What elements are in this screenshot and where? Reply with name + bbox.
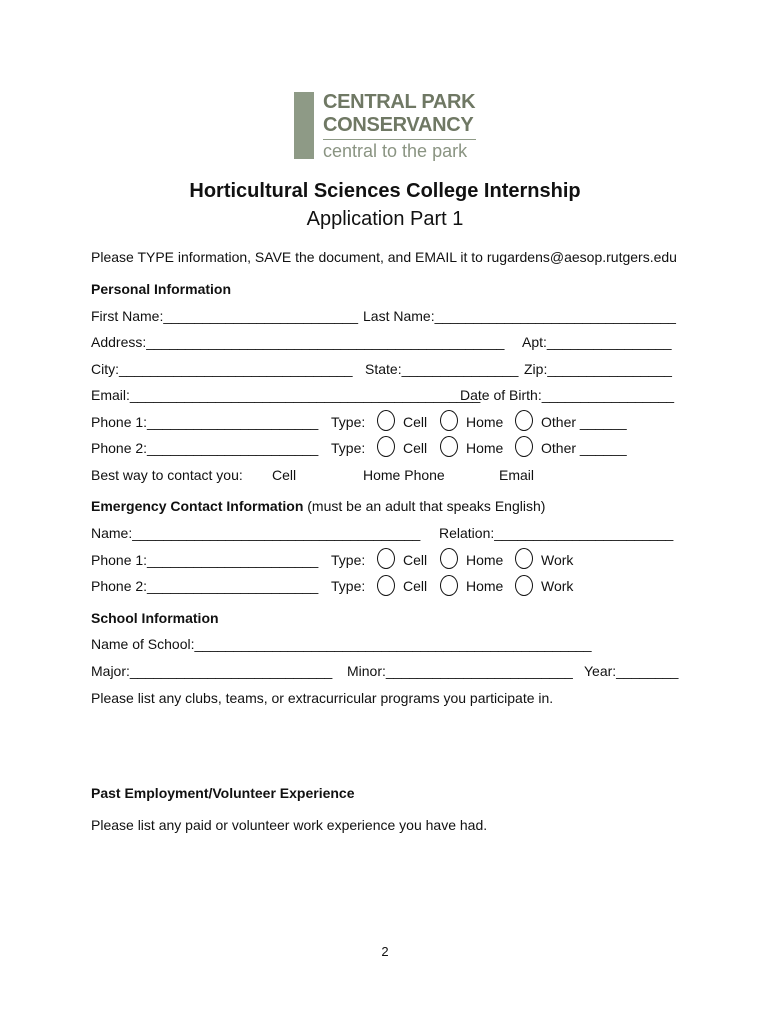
- document-title: Horticultural Sciences College Internship: [189, 180, 581, 202]
- emergency-phone1-home-label: Home: [466, 552, 504, 568]
- emergency-phone2-work-label: Work: [541, 578, 574, 594]
- first-name-field[interactable]: First Name:_________________________: [91, 308, 358, 324]
- school-heading: School Information: [91, 610, 219, 626]
- emergency-phone1-cell-radio[interactable]: [377, 548, 395, 569]
- instructions: Please TYPE information, SAVE the document, and EMAIL it to rugardens@aesop.rutgers.edu: [91, 249, 677, 265]
- emergency-phone2-field[interactable]: Phone 2:______________________: [91, 578, 319, 594]
- emergency-heading-line: [91, 497, 545, 515]
- last-name-field[interactable]: Last Name:_______________________________: [363, 308, 676, 324]
- year-field[interactable]: Year:________: [584, 663, 679, 679]
- logo-text-central-park: CENTRAL PARK: [323, 91, 476, 113]
- emergency-phone2-home-radio[interactable]: [440, 575, 458, 596]
- emergency-phone1-work-radio[interactable]: [515, 548, 533, 569]
- phone1-home-radio[interactable]: [440, 410, 458, 431]
- phone2-home-label: Home: [466, 440, 504, 456]
- school-name-field[interactable]: Name of School:___________________________________________________: [91, 636, 592, 652]
- emergency-phone2-home-label: Home: [466, 578, 504, 594]
- logo-tagline: central to the park: [323, 141, 468, 161]
- logo-text-conservancy: CONSERVANCY: [323, 114, 474, 136]
- contact-preference-label: Best way to contact you:: [91, 467, 243, 483]
- phone1-field[interactable]: Phone 1:______________________: [91, 414, 319, 430]
- major-field[interactable]: Major:__________________________: [91, 663, 333, 679]
- apt-field[interactable]: Apt:________________: [522, 334, 672, 350]
- phone1-type-label: Type:: [331, 414, 366, 430]
- emergency-phone2-type-label: Type:: [331, 578, 366, 594]
- email-field[interactable]: Email:_____________________________________________: [91, 387, 481, 403]
- emergency-phone1-field[interactable]: Phone 1:______________________: [91, 552, 319, 568]
- phone1-other-radio[interactable]: [515, 410, 533, 431]
- emergency-phone2-cell-radio[interactable]: [377, 575, 395, 596]
- clubs-prompt: Please list any clubs, teams, or extracurricular programs you participate in.: [91, 690, 554, 706]
- personal-heading: Personal Information: [91, 281, 232, 297]
- emergency-phone1-type-label: Type:: [331, 552, 366, 568]
- phone1-cell-radio[interactable]: [377, 410, 395, 431]
- phone2-cell-label: Cell: [403, 440, 428, 456]
- address-field[interactable]: Address:______________________________________________: [91, 334, 505, 350]
- employment-heading: Past Employment/Volunteer Experience: [91, 785, 355, 801]
- phone1-cell-label: Cell: [403, 414, 428, 430]
- page-number: 2: [381, 944, 389, 959]
- emergency-phone1-work-label: Work: [541, 552, 574, 568]
- phone1-home-label: Home: [466, 414, 504, 430]
- emergency-name-field[interactable]: Name:_____________________________________: [91, 525, 421, 541]
- emergency-relation-field[interactable]: Relation:_______________________: [439, 525, 674, 541]
- contact-option-email[interactable]: Email: [499, 467, 535, 483]
- city-field[interactable]: City:______________________________: [91, 361, 353, 377]
- emergency-phone1-home-radio[interactable]: [440, 548, 458, 569]
- phone2-other-field[interactable]: Other ______: [541, 440, 627, 456]
- contact-option-cell[interactable]: Cell: [272, 467, 297, 483]
- phone2-home-radio[interactable]: [440, 436, 458, 457]
- phone1-other-field[interactable]: Other ______: [541, 414, 627, 430]
- emergency-phone1-cell-label: Cell: [403, 552, 428, 568]
- phone2-field[interactable]: Phone 2:______________________: [91, 440, 319, 456]
- state-field[interactable]: State:_______________: [365, 361, 519, 377]
- contact-option-home-phone[interactable]: Home Phone: [363, 467, 445, 483]
- dob-field[interactable]: Date of Birth:_________________: [460, 387, 675, 403]
- phone2-other-radio[interactable]: [515, 436, 533, 457]
- emergency-heading: Emergency Contact Information: [91, 498, 304, 514]
- emergency-phone2-cell-label: Cell: [403, 578, 428, 594]
- phone2-cell-radio[interactable]: [377, 436, 395, 457]
- phone2-type-label: Type:: [331, 440, 366, 456]
- zip-field[interactable]: Zip:________________: [524, 361, 672, 377]
- emergency-phone2-work-radio[interactable]: [515, 575, 533, 596]
- emergency-note: (must be an adult that speaks English): [303, 498, 546, 514]
- minor-field[interactable]: Minor:________________________: [347, 663, 573, 679]
- document-subtitle: Application Part 1: [306, 208, 464, 230]
- logo-bar: [294, 92, 314, 159]
- employment-prompt: Please list any paid or volunteer work experience you have had.: [91, 817, 488, 833]
